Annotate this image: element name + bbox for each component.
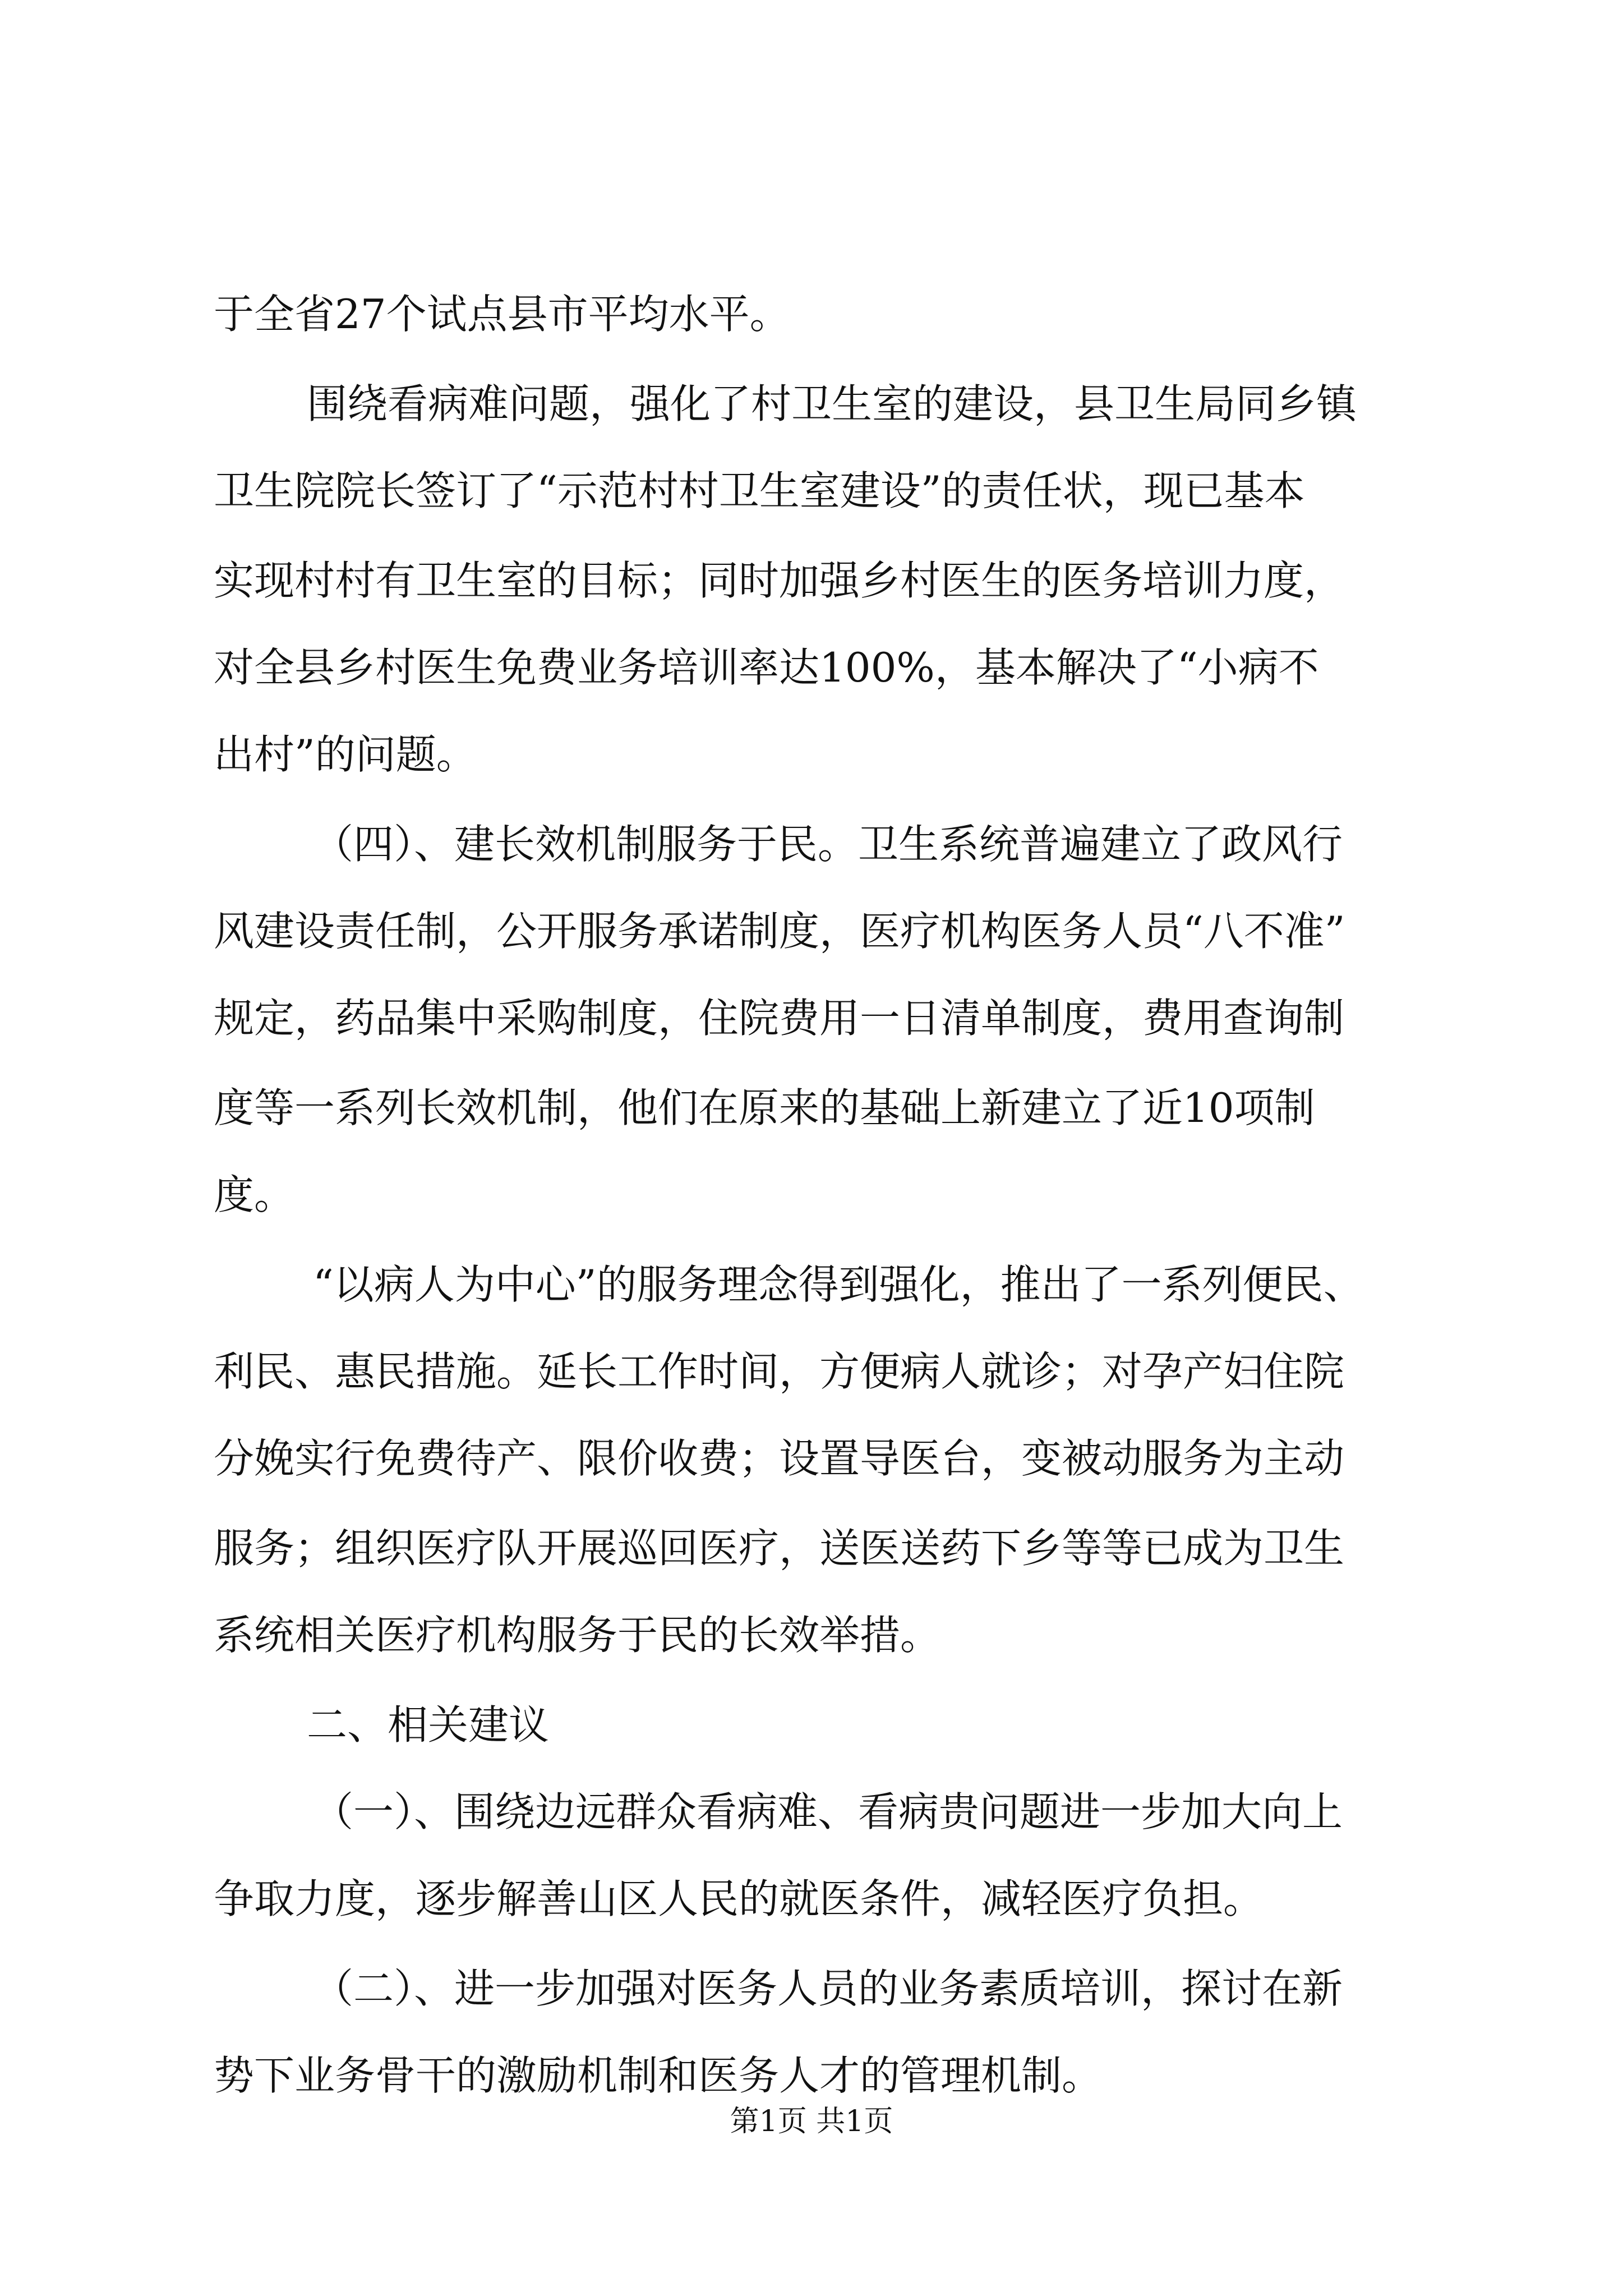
line-text: 利民、惠民措施。延长工作时间，方便病人就诊；对孕产妇住院 (214, 1348, 1345, 1395)
line-text: （一）、围绕边远群众看病难、看病贵问题进一步加大向上 (313, 1788, 1343, 1835)
line-text: “以病人为中心”的服务理念得到强化，推出了一系列便民、 (313, 1261, 1364, 1308)
line-text: 分娩实行免费待产、限价收费；设置导医台，变被动服务为主动 (214, 1435, 1345, 1482)
text-line (0, 1865, 1623, 1932)
line-text: 规定，药品集中采购制度，住院费用一日清单制度，费用查询制 (214, 995, 1345, 1042)
text-line (0, 811, 1623, 878)
line-text: （四）、建长效机制服务于民。卫生系统普遍建立了政风行 (313, 821, 1343, 868)
text-line (0, 1691, 1623, 1759)
line-text: （二）、进一步加强对医务人员的业务素质培训，探讨在新 (313, 1965, 1343, 2012)
line-text: 系统相关医疗机构服务于民的长效举措。 (214, 1612, 941, 1659)
text-line (0, 280, 1623, 348)
text-line (0, 370, 1623, 438)
line-text: 卫生院院长签订了“示范村村卫生室建设”的责任状，现已基本 (214, 467, 1305, 514)
text-line (0, 898, 1623, 965)
text-line (0, 457, 1623, 524)
line-text: 势下业务骨干的激励机制和医务人才的管理机制。 (214, 2052, 1103, 2099)
line-text: 于全省27个试点县市平均水平。 (214, 291, 790, 338)
section-heading: 二、相关建议 (307, 1701, 550, 1749)
text-line (0, 547, 1623, 614)
text-line (0, 1602, 1623, 1669)
text-line (0, 1425, 1623, 1492)
text-line (0, 1338, 1623, 1405)
line-text: 度等一系列长效机制，他们在原来的基础上新建立了近10项制 (214, 1084, 1315, 1131)
text-line (0, 1161, 1623, 1228)
text-line (0, 634, 1623, 701)
text-line (0, 721, 1623, 788)
line-text: 围绕看病难问题，强化了村卫生室的建设，县卫生局同乡镇 (307, 380, 1357, 427)
text-line (0, 1251, 1623, 1318)
line-text: 争取力度，逐步解善山区人民的就医条件，减轻医疗负担。 (214, 1875, 1264, 1922)
page-footer: 第1页 共1页 (730, 2105, 893, 2138)
text-line (0, 1955, 1623, 2022)
text-line (0, 984, 1623, 1052)
line-text: 出村”的问题。 (214, 731, 477, 778)
text-line (0, 1074, 1623, 1142)
line-text: 实现村村有卫生室的目标；同时加强乡村医生的医务培训力度， (214, 557, 1345, 604)
text-line (0, 1778, 1623, 1846)
line-text: 服务；组织医疗队开展巡回医疗，送医送药下乡等等已成为卫生 (214, 1525, 1345, 1572)
text-line (0, 1515, 1623, 1582)
line-text: 对全县乡村医生免费业务培训率达100%，基本解决了“小病不 (214, 644, 1319, 691)
line-text: 风建设责任制，公开服务承诺制度，医疗机构医务人员“八不准” (214, 908, 1345, 955)
line-text: 度。 (214, 1171, 295, 1218)
